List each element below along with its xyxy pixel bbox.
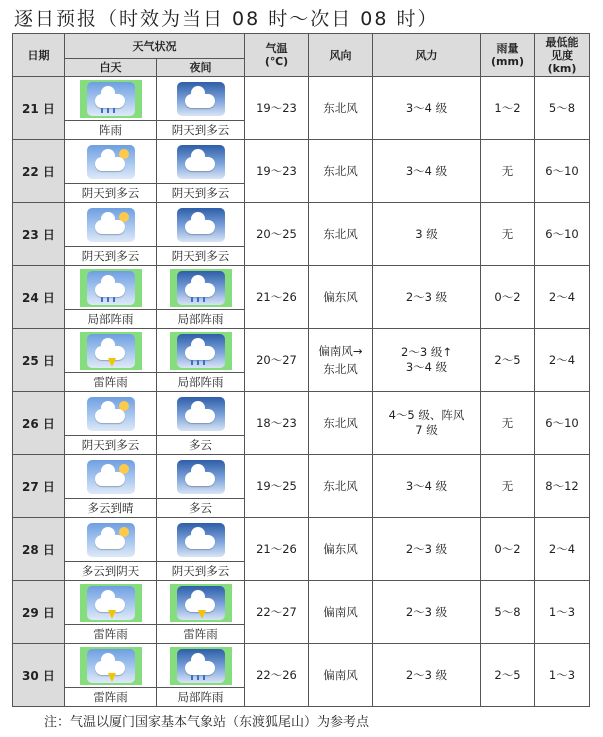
table-row [13, 455, 590, 518]
night-weather-label: 阴天到多云 [157, 561, 244, 580]
wind-dir-cell: 偏东风 [309, 518, 373, 581]
rain-cell: 无 [481, 455, 535, 518]
day-weather-label: 多云到晴 [65, 498, 156, 517]
wind-dir-cell: 东北风 [309, 77, 373, 140]
thunderstorm-icon [87, 334, 135, 368]
header-date: 日期 [13, 34, 65, 77]
day-weather-label: 局部阵雨 [65, 309, 156, 328]
row-date: 28 日 [13, 518, 65, 581]
day-weather-label: 阴天到多云 [65, 435, 156, 454]
night-weather-cell [157, 455, 245, 518]
rain-cell: 1～2 [481, 77, 535, 140]
visibility-cell: 6～10 [535, 203, 590, 266]
day-weather-cell [65, 644, 157, 707]
rain-cell: 5～8 [481, 581, 535, 644]
night-weather-cell [157, 392, 245, 455]
wind-force-cell: 4～5 级、阵风 7 级 [373, 392, 481, 455]
day-weather-label: 雷阵雨 [65, 624, 156, 643]
table-row [13, 203, 590, 266]
visibility-cell: 8～12 [535, 455, 590, 518]
footnote: 注：气温以厦门国家基本气象站（东渡狐尾山）为参考点 [44, 715, 370, 730]
moon-rain-icon [177, 334, 225, 368]
wind-dir-cell: 偏南风 [309, 644, 373, 707]
temp-cell: 19～23 [245, 77, 309, 140]
temp-cell: 19～25 [245, 455, 309, 518]
rain-cell: 0～2 [481, 518, 535, 581]
night-weather-cell [157, 203, 245, 266]
temp-cell: 19～23 [245, 140, 309, 203]
night-weather-cell [157, 140, 245, 203]
day-weather-label: 雷阵雨 [65, 372, 156, 391]
temp-cell: 21～26 [245, 518, 309, 581]
moon-rain-icon [177, 649, 225, 683]
visibility-cell: 6～10 [535, 392, 590, 455]
cloud-rain-icon [87, 271, 135, 305]
header-visibility: 最低能 见度 (km) [535, 34, 590, 77]
table-row [13, 644, 590, 707]
day-weather-cell [65, 140, 157, 203]
night-weather-label: 雷阵雨 [157, 624, 244, 643]
cloud-moon-icon [177, 145, 225, 179]
day-weather-cell [65, 518, 157, 581]
wind-force-cell: 3～4 级 [373, 455, 481, 518]
visibility-cell: 6～10 [535, 140, 590, 203]
moon-rain-icon [177, 271, 225, 305]
cloud-sun-icon [87, 208, 135, 242]
cloud-moon-icon [177, 397, 225, 431]
wind-dir-cell: 东北风 [309, 455, 373, 518]
cloud-rain-icon [87, 82, 135, 116]
wind-dir-cell: 东北风 [309, 203, 373, 266]
day-weather-label: 阴天到多云 [65, 246, 156, 265]
day-weather-cell [65, 77, 157, 140]
day-weather-label: 多云到阴天 [65, 561, 156, 580]
rain-cell: 无 [481, 140, 535, 203]
night-weather-cell [157, 329, 245, 392]
temp-cell: 20～25 [245, 203, 309, 266]
table-row [13, 392, 590, 455]
cloud-sun-icon [87, 460, 135, 494]
night-weather-label: 局部阵雨 [157, 309, 244, 328]
wind-force-cell: 2～3 级↑ 3～4 级 [373, 329, 481, 392]
header-day: 白天 [65, 59, 157, 77]
row-date: 27 日 [13, 455, 65, 518]
visibility-cell: 1～3 [535, 581, 590, 644]
temp-cell: 22～26 [245, 644, 309, 707]
cloud-sun-icon [87, 145, 135, 179]
header-wind-force: 风力 [373, 34, 481, 77]
row-date: 22 日 [13, 140, 65, 203]
cloud-moon-icon [177, 82, 225, 116]
night-weather-cell [157, 266, 245, 329]
day-weather-label: 阵雨 [65, 120, 156, 139]
wind-dir-cell: 偏东风 [309, 266, 373, 329]
rain-cell: 无 [481, 392, 535, 455]
thunderstorm-icon [87, 586, 135, 620]
header-weather: 天气状况 [65, 34, 245, 59]
rain-cell: 2～5 [481, 329, 535, 392]
day-weather-label: 雷阵雨 [65, 687, 156, 706]
header-wind-dir: 风向 [309, 34, 373, 77]
night-weather-cell [157, 581, 245, 644]
row-date: 25 日 [13, 329, 65, 392]
row-date: 29 日 [13, 581, 65, 644]
night-weather-label: 局部阵雨 [157, 687, 244, 706]
night-weather-label: 多云 [157, 435, 244, 454]
wind-force-cell: 2～3 级 [373, 644, 481, 707]
wind-dir-cell: 东北风 [309, 392, 373, 455]
forecast-table [12, 33, 590, 707]
wind-force-cell: 2～3 级 [373, 581, 481, 644]
table-row [13, 266, 590, 329]
row-date: 23 日 [13, 203, 65, 266]
temp-cell: 18～23 [245, 392, 309, 455]
visibility-cell: 1～3 [535, 644, 590, 707]
wind-force-cell: 2～3 级 [373, 266, 481, 329]
row-date: 26 日 [13, 392, 65, 455]
rain-cell: 0～2 [481, 266, 535, 329]
wind-force-cell: 3～4 级 [373, 140, 481, 203]
day-weather-cell [65, 329, 157, 392]
page-title: 逐日预报（时效为当日 08 时～次日 08 时） [14, 8, 439, 30]
night-weather-cell [157, 77, 245, 140]
night-weather-label: 阴天到多云 [157, 183, 244, 202]
row-date: 30 日 [13, 644, 65, 707]
wind-dir-cell: 偏南风→ 东北风 [309, 329, 373, 392]
temp-cell: 22～27 [245, 581, 309, 644]
visibility-cell: 2～4 [535, 518, 590, 581]
wind-force-cell: 3～4 级 [373, 77, 481, 140]
cloud-moon-icon [177, 460, 225, 494]
rain-cell: 2～5 [481, 644, 535, 707]
row-date: 24 日 [13, 266, 65, 329]
day-weather-cell [65, 455, 157, 518]
table-row [13, 518, 590, 581]
wind-force-cell: 3 级 [373, 203, 481, 266]
table-row [13, 77, 590, 140]
cloud-sun-icon [87, 397, 135, 431]
day-weather-cell [65, 392, 157, 455]
night-weather-cell [157, 518, 245, 581]
wind-force-cell: 2～3 级 [373, 518, 481, 581]
cloud-moon-icon [177, 208, 225, 242]
cloud-moon-icon [177, 523, 225, 557]
night-weather-cell [157, 644, 245, 707]
table-row [13, 140, 590, 203]
wind-dir-cell: 东北风 [309, 140, 373, 203]
header-rain: 雨量 (mm) [481, 34, 535, 77]
night-weather-label: 阴天到多云 [157, 120, 244, 139]
day-weather-cell [65, 266, 157, 329]
table-row [13, 581, 590, 644]
visibility-cell: 2～4 [535, 266, 590, 329]
night-weather-label: 阴天到多云 [157, 246, 244, 265]
rain-cell: 无 [481, 203, 535, 266]
visibility-cell: 5～8 [535, 77, 590, 140]
header-night: 夜间 [157, 59, 245, 77]
table-row [13, 329, 590, 392]
day-weather-cell [65, 203, 157, 266]
night-weather-label: 多云 [157, 498, 244, 517]
night-weather-label: 局部阵雨 [157, 372, 244, 391]
thunderstorm-icon [87, 649, 135, 683]
header-temp: 气温 (℃) [245, 34, 309, 77]
day-weather-label: 阴天到多云 [65, 183, 156, 202]
wind-dir-cell: 偏南风 [309, 581, 373, 644]
temp-cell: 21～26 [245, 266, 309, 329]
moon-thunderstorm-icon [177, 586, 225, 620]
cloud-sun-icon [87, 523, 135, 557]
visibility-cell: 2～4 [535, 329, 590, 392]
day-weather-cell [65, 581, 157, 644]
row-date: 21 日 [13, 77, 65, 140]
temp-cell: 20～27 [245, 329, 309, 392]
